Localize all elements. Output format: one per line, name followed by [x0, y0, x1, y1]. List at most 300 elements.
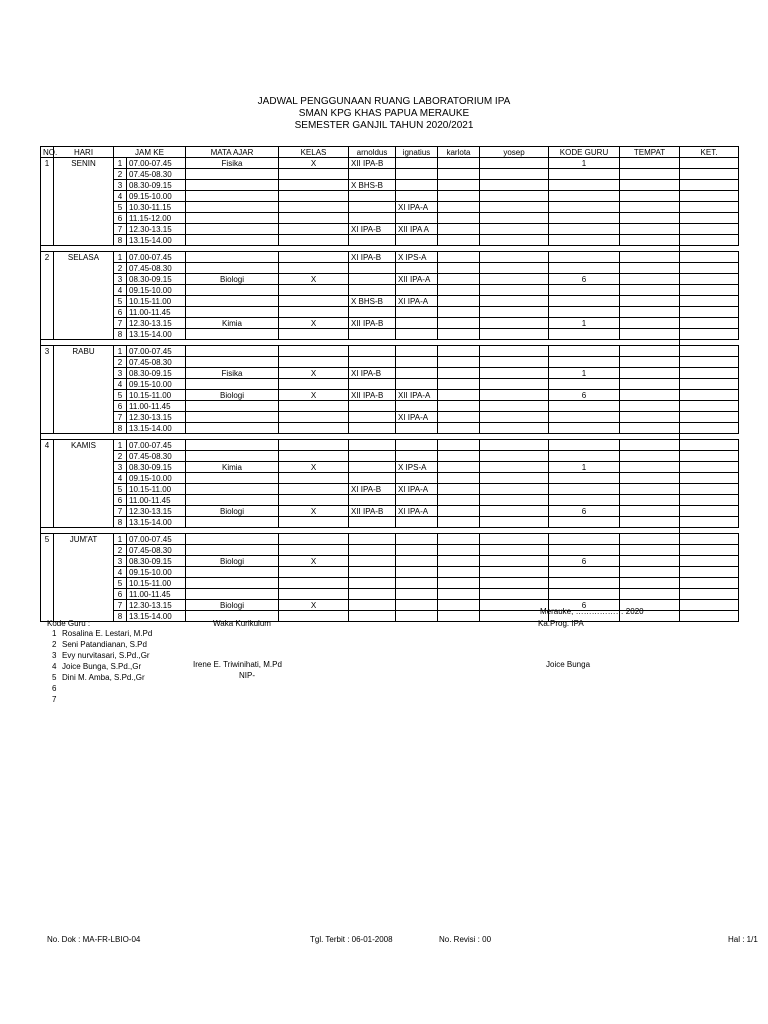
karlota-cell: [438, 329, 480, 340]
period-time-cell: 10.30-11.15: [127, 202, 186, 213]
ket-cell: [680, 578, 739, 589]
ignatius-cell: [396, 346, 438, 357]
period-number-cell: 1: [114, 440, 127, 451]
day-number-cell: 4: [41, 440, 54, 451]
period-number-cell: 6: [114, 589, 127, 600]
day-number-cell: [41, 589, 54, 600]
subject-cell: [186, 357, 279, 368]
period-time-cell: 07.00-07.45: [127, 346, 186, 357]
period-time-cell: 11.15-12.00: [127, 213, 186, 224]
subject-cell: Fisika: [186, 368, 279, 379]
arnoldus-cell: [349, 401, 396, 412]
karlota-cell: [438, 213, 480, 224]
ket-cell: [680, 357, 739, 368]
arnoldus-cell: [349, 202, 396, 213]
kelas-cell: [279, 213, 349, 224]
period-time-cell: 09.15-10.00: [127, 379, 186, 390]
subject-cell: [186, 484, 279, 495]
day-number-cell: [41, 506, 54, 517]
arnoldus-cell: [349, 213, 396, 224]
ignatius-cell: XII IPA-A: [396, 274, 438, 285]
subject-cell: [186, 567, 279, 578]
period-time-cell: 13.15-14.00: [127, 329, 186, 340]
period-time-cell: 08.30-09.15: [127, 180, 186, 191]
table-row: [41, 484, 739, 495]
ignatius-cell: [396, 357, 438, 368]
kode-guru-number: 4: [52, 662, 57, 671]
subject-cell: [186, 307, 279, 318]
tempat-cell: [620, 235, 680, 246]
yosep-cell: [480, 252, 549, 263]
kode-guru-cell: [549, 451, 620, 462]
period-number-cell: 5: [114, 202, 127, 213]
ket-cell: [680, 611, 739, 622]
yosep-cell: [480, 589, 549, 600]
arnoldus-cell: [349, 235, 396, 246]
arnoldus-cell: [349, 307, 396, 318]
day-number-cell: 2: [41, 252, 54, 263]
tempat-cell: [620, 252, 680, 263]
table-row: [41, 368, 739, 379]
day-number-cell: [41, 307, 54, 318]
period-time-cell: 11.00-11.45: [127, 589, 186, 600]
kode-guru-cell: [549, 235, 620, 246]
period-time-cell: 08.30-09.15: [127, 274, 186, 285]
kode-guru-cell: [549, 589, 620, 600]
subject-cell: [186, 440, 279, 451]
period-time-cell: 10.15-11.00: [127, 484, 186, 495]
arnoldus-cell: [349, 534, 396, 545]
ignatius-cell: [396, 307, 438, 318]
day-number-cell: [41, 517, 54, 528]
kode-guru-cell: 6: [549, 274, 620, 285]
karlota-cell: [438, 600, 480, 611]
period-number-cell: 1: [114, 158, 127, 169]
subject-cell: Biologi: [186, 600, 279, 611]
karlota-cell: [438, 158, 480, 169]
karlota-cell: [438, 390, 480, 401]
doc-number: No. Dok : MA-FR-LBIO-04: [47, 935, 141, 944]
tempat-cell: [620, 545, 680, 556]
ket-cell: [680, 169, 739, 180]
kode-guru-number: 5: [52, 673, 57, 682]
karlota-cell: [438, 589, 480, 600]
kode-guru-cell: [549, 252, 620, 263]
tempat-cell: [620, 296, 680, 307]
kode-guru-cell: [549, 495, 620, 506]
day-name-cell: [54, 263, 114, 274]
tempat-cell: [620, 451, 680, 462]
day-number-cell: [41, 213, 54, 224]
kelas-cell: X: [279, 318, 349, 329]
period-number-cell: 4: [114, 379, 127, 390]
arnoldus-cell: [349, 451, 396, 462]
kode-guru-cell: 6: [549, 506, 620, 517]
table-row: [41, 329, 739, 340]
period-number-cell: 6: [114, 307, 127, 318]
day-name-cell: [54, 191, 114, 202]
day-name-cell: [54, 589, 114, 600]
day-name-cell: [54, 600, 114, 611]
kelas-cell: [279, 169, 349, 180]
day-number-cell: [41, 235, 54, 246]
day-name-cell: [54, 307, 114, 318]
karlota-cell: [438, 379, 480, 390]
kode-guru-name: Rosalina E. Lestari, M.Pd: [62, 629, 153, 638]
arnoldus-cell: X BHS-B: [349, 296, 396, 307]
period-number-cell: 8: [114, 329, 127, 340]
col-header-arnoldus: arnoldus: [349, 147, 396, 158]
kode-guru-cell: [549, 545, 620, 556]
yosep-cell: [480, 473, 549, 484]
day-name-cell: [54, 506, 114, 517]
yosep-cell: [480, 495, 549, 506]
yosep-cell: [480, 440, 549, 451]
day-name-cell: [54, 329, 114, 340]
yosep-cell: [480, 379, 549, 390]
subject-cell: [186, 285, 279, 296]
tempat-cell: [620, 567, 680, 578]
ket-cell: [680, 274, 739, 285]
ket-cell: [680, 202, 739, 213]
ignatius-cell: [396, 517, 438, 528]
arnoldus-cell: XII IPA-B: [349, 158, 396, 169]
karlota-cell: [438, 357, 480, 368]
karlota-cell: [438, 506, 480, 517]
period-number-cell: 7: [114, 412, 127, 423]
day-name-cell: [54, 296, 114, 307]
period-time-cell: 12.30-13.15: [127, 412, 186, 423]
karlota-cell: [438, 462, 480, 473]
ket-cell: [680, 440, 739, 451]
day-name-cell: [54, 390, 114, 401]
period-time-cell: 09.15-10.00: [127, 567, 186, 578]
ket-cell: [680, 534, 739, 545]
kode-guru-item: [52, 628, 152, 639]
tempat-cell: [620, 158, 680, 169]
ket-cell: [680, 296, 739, 307]
arnoldus-cell: XII IPA-B: [349, 390, 396, 401]
day-name-cell: [54, 451, 114, 462]
kelas-cell: [279, 307, 349, 318]
ignatius-cell: [396, 567, 438, 578]
kode-guru-item: [52, 661, 152, 672]
ket-cell: [680, 368, 739, 379]
subject-cell: [186, 224, 279, 235]
tempat-cell: [620, 285, 680, 296]
arnoldus-cell: [349, 263, 396, 274]
yosep-cell: [480, 191, 549, 202]
kode-guru-name: Evy nurvitasari, S.Pd.,Gr: [62, 651, 150, 660]
kaprog-name: Joice Bunga: [546, 660, 591, 669]
ket-cell: [680, 545, 739, 556]
kelas-cell: [279, 263, 349, 274]
day-name-cell: [54, 567, 114, 578]
tempat-cell: [620, 390, 680, 401]
period-number-cell: 6: [114, 401, 127, 412]
subject-cell: [186, 252, 279, 263]
period-number-cell: 5: [114, 578, 127, 589]
yosep-cell: [480, 318, 549, 329]
yosep-cell: [480, 506, 549, 517]
kelas-cell: X: [279, 390, 349, 401]
arnoldus-cell: XI IPA-B: [349, 368, 396, 379]
kode-guru-cell: [549, 401, 620, 412]
karlota-cell: [438, 440, 480, 451]
tempat-cell: [620, 440, 680, 451]
table-row: [41, 517, 739, 528]
ignatius-cell: [396, 578, 438, 589]
karlota-cell: [438, 567, 480, 578]
kode-guru-cell: [549, 379, 620, 390]
day-number-cell: [41, 451, 54, 462]
day-number-cell: [41, 263, 54, 274]
table-row: [41, 495, 739, 506]
period-time-cell: 11.00-11.45: [127, 307, 186, 318]
subject-cell: [186, 329, 279, 340]
arnoldus-cell: [349, 357, 396, 368]
ignatius-cell: [396, 169, 438, 180]
day-name-cell: [54, 423, 114, 434]
yosep-cell: [480, 462, 549, 473]
table-row: [41, 235, 739, 246]
ket-cell: [680, 318, 739, 329]
kode-guru-cell: [549, 534, 620, 545]
day-number-cell: [41, 600, 54, 611]
period-time-cell: 10.15-11.00: [127, 390, 186, 401]
period-number-cell: 5: [114, 390, 127, 401]
arnoldus-cell: [349, 169, 396, 180]
day-number-cell: [41, 379, 54, 390]
period-number-cell: 7: [114, 318, 127, 329]
day-name-cell: [54, 401, 114, 412]
tempat-cell: [620, 169, 680, 180]
kode-guru-cell: [549, 180, 620, 191]
table-row: [41, 180, 739, 191]
ket-cell: [680, 506, 739, 517]
kode-guru-cell: 6: [549, 600, 620, 611]
ignatius-cell: [396, 263, 438, 274]
karlota-cell: [438, 534, 480, 545]
table-row: [41, 440, 739, 451]
yosep-cell: [480, 346, 549, 357]
period-number-cell: 2: [114, 263, 127, 274]
ignatius-cell: XII IPA A: [396, 224, 438, 235]
kode-guru-item: [52, 650, 152, 661]
period-number-cell: 8: [114, 235, 127, 246]
period-time-cell: 12.30-13.15: [127, 318, 186, 329]
period-time-cell: 07.00-07.45: [127, 158, 186, 169]
revision-number: No. Revisi : 00: [439, 935, 492, 944]
day-number-cell: [41, 495, 54, 506]
kode-guru-cell: [549, 423, 620, 434]
arnoldus-cell: [349, 517, 396, 528]
col-header-ket: KET.: [680, 147, 739, 158]
period-number-cell: 2: [114, 545, 127, 556]
karlota-cell: [438, 484, 480, 495]
kelas-cell: [279, 578, 349, 589]
kelas-cell: [279, 180, 349, 191]
karlota-cell: [438, 202, 480, 213]
ignatius-cell: [396, 473, 438, 484]
period-number-cell: 3: [114, 274, 127, 285]
arnoldus-cell: [349, 556, 396, 567]
arnoldus-cell: [349, 495, 396, 506]
kode-guru-name: Dini M. Amba, S.Pd.,Gr: [62, 673, 145, 682]
day-number-cell: [41, 329, 54, 340]
ignatius-cell: XI IPA-A: [396, 506, 438, 517]
yosep-cell: [480, 329, 549, 340]
schedule-table: [40, 146, 739, 622]
kelas-cell: [279, 329, 349, 340]
yosep-cell: [480, 263, 549, 274]
kode-guru-cell: 1: [549, 368, 620, 379]
col-header-yosep: yosep: [480, 147, 549, 158]
tempat-cell: [620, 534, 680, 545]
ket-cell: [680, 401, 739, 412]
waka-nip: NIP-: [239, 671, 255, 680]
subject-cell: [186, 202, 279, 213]
day-name-cell: [54, 202, 114, 213]
yosep-cell: [480, 423, 549, 434]
yosep-cell: [480, 600, 549, 611]
yosep-cell: [480, 368, 549, 379]
ket-cell: [680, 263, 739, 274]
day-number-cell: [41, 423, 54, 434]
day-number-cell: [41, 169, 54, 180]
yosep-cell: [480, 285, 549, 296]
yosep-cell: [480, 202, 549, 213]
kode-guru-label: Kode Guru :: [47, 619, 91, 628]
day-name-cell: KAMIS: [54, 440, 114, 451]
yosep-cell: [480, 296, 549, 307]
ignatius-cell: [396, 180, 438, 191]
period-time-cell: 13.15-14.00: [127, 235, 186, 246]
karlota-cell: [438, 495, 480, 506]
kode-guru-cell: [549, 169, 620, 180]
period-time-cell: 08.30-09.15: [127, 462, 186, 473]
kode-guru-cell: [549, 296, 620, 307]
yosep-cell: [480, 556, 549, 567]
ket-cell: [680, 600, 739, 611]
ignatius-cell: [396, 318, 438, 329]
kelas-cell: [279, 567, 349, 578]
kode-guru-number: 2: [52, 640, 57, 649]
subject-cell: Biologi: [186, 274, 279, 285]
table-row: [41, 285, 739, 296]
ignatius-cell: [396, 213, 438, 224]
kode-guru-cell: [549, 346, 620, 357]
kode-guru-number: 7: [52, 695, 57, 704]
day-number-cell: [41, 556, 54, 567]
yosep-cell: [480, 534, 549, 545]
kode-guru-cell: 6: [549, 390, 620, 401]
tempat-cell: [620, 578, 680, 589]
kode-guru-item: [52, 639, 152, 650]
ket-cell: [680, 235, 739, 246]
ket-cell: [680, 473, 739, 484]
kelas-cell: [279, 412, 349, 423]
period-time-cell: 07.00-07.45: [127, 440, 186, 451]
day-name-cell: [54, 213, 114, 224]
ignatius-cell: X IPS-A: [396, 462, 438, 473]
tempat-cell: [620, 180, 680, 191]
kelas-cell: [279, 484, 349, 495]
ket-cell: [680, 191, 739, 202]
arnoldus-cell: [349, 285, 396, 296]
kode-guru-item: [52, 672, 152, 683]
kode-guru-number: 1: [52, 629, 57, 638]
table-row: [41, 224, 739, 235]
ignatius-cell: XII IPA-A: [396, 390, 438, 401]
period-time-cell: 09.15-10.00: [127, 191, 186, 202]
kelas-cell: [279, 379, 349, 390]
karlota-cell: [438, 235, 480, 246]
period-number-cell: 4: [114, 567, 127, 578]
kelas-cell: [279, 252, 349, 263]
period-number-cell: 7: [114, 224, 127, 235]
karlota-cell: [438, 611, 480, 622]
ket-cell: [680, 451, 739, 462]
karlota-cell: [438, 451, 480, 462]
subject-cell: Biologi: [186, 390, 279, 401]
ket-cell: [680, 252, 739, 263]
table-row: [41, 451, 739, 462]
day-name-cell: [54, 556, 114, 567]
kode-guru-cell: [549, 329, 620, 340]
tempat-cell: [620, 224, 680, 235]
period-number-cell: 6: [114, 213, 127, 224]
tempat-cell: [620, 357, 680, 368]
col-header-mata-ajar: MATA AJAR: [186, 147, 279, 158]
ignatius-cell: XI IPA-A: [396, 412, 438, 423]
subject-cell: [186, 401, 279, 412]
day-number-cell: [41, 545, 54, 556]
yosep-cell: [480, 412, 549, 423]
page-number: Hal : 1/1: [728, 935, 758, 944]
kelas-cell: [279, 451, 349, 462]
period-number-cell: 3: [114, 462, 127, 473]
day-name-cell: [54, 462, 114, 473]
arnoldus-cell: [349, 462, 396, 473]
period-time-cell: 07.45-08.30: [127, 545, 186, 556]
kelas-cell: [279, 440, 349, 451]
ignatius-cell: [396, 158, 438, 169]
yosep-cell: [480, 180, 549, 191]
table-row: [41, 534, 739, 545]
place-date: Merauke, ……………… 2020: [540, 607, 644, 616]
karlota-cell: [438, 545, 480, 556]
tempat-cell: [620, 484, 680, 495]
period-number-cell: 4: [114, 191, 127, 202]
day-name-cell: [54, 578, 114, 589]
arnoldus-cell: [349, 423, 396, 434]
period-number-cell: 6: [114, 495, 127, 506]
kode-guru-cell: [549, 517, 620, 528]
semester-label: SEMESTER GANJIL TAHUN 2020/2021: [294, 120, 474, 131]
kode-guru-cell: 1: [549, 462, 620, 473]
ignatius-cell: [396, 556, 438, 567]
period-time-cell: 07.45-08.30: [127, 263, 186, 274]
day-name-cell: RABU: [54, 346, 114, 357]
arnoldus-cell: XI IPA-B: [349, 484, 396, 495]
kelas-cell: [279, 202, 349, 213]
kelas-cell: X: [279, 368, 349, 379]
karlota-cell: [438, 318, 480, 329]
subject-cell: [186, 423, 279, 434]
tempat-cell: [620, 379, 680, 390]
kelas-cell: [279, 423, 349, 434]
